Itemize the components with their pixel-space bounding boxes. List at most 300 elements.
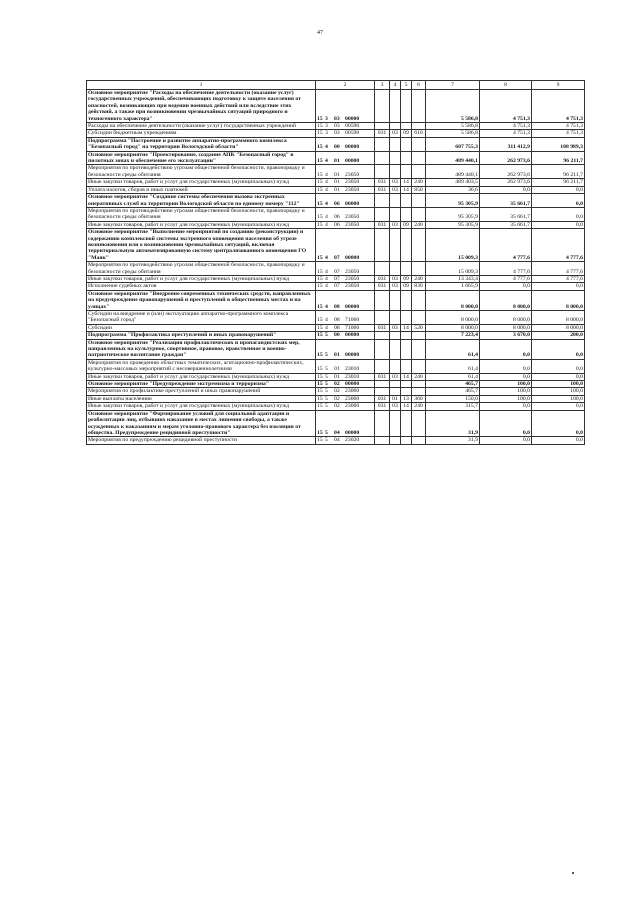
row-name: Подпрограмма "Построение и развитие аппаратно-программного комплекса "Безопасный город" на территории Вологодской области" <box>87 137 316 151</box>
row-subsection: 09 <box>401 221 412 228</box>
code-part: 23050 <box>345 214 360 221</box>
row-admin-code <box>375 359 390 373</box>
row-subsection <box>401 332 412 339</box>
code-part: 23050 <box>345 171 360 178</box>
row-value-col9: 96 211,7 <box>532 165 585 179</box>
code-part: 3 <box>325 130 328 137</box>
code-part: 03 <box>334 115 340 122</box>
row-name: Мероприятия по проведению областных тематических, агитационно-профилактических, культурно-массовых мероприятий с несовершеннолетними <box>87 359 316 373</box>
code-part: 15 <box>317 403 323 410</box>
code-part: 15 <box>317 268 323 275</box>
row-subsection: 14 <box>401 186 412 193</box>
code-part: 15 <box>317 366 323 373</box>
row-value-col9: 4 777,6 <box>532 262 585 276</box>
row-code <box>316 324 375 331</box>
row-section <box>390 137 401 151</box>
table-row <box>87 332 585 339</box>
row-value-col7: 13 343,4 <box>426 275 480 282</box>
code-part: 5 <box>325 395 328 402</box>
code-part: 4 <box>325 254 328 261</box>
row-code <box>316 290 375 310</box>
budget-table <box>86 80 585 445</box>
row-value-col8: 0,0 <box>480 437 532 444</box>
row-value-col7: 5 586,8 <box>426 90 480 123</box>
code-part: 15 <box>317 200 323 207</box>
code-part: 00590 <box>345 130 360 137</box>
row-subsection <box>401 388 412 395</box>
code-part: 08 <box>334 303 340 310</box>
row-subsection: 09 <box>401 283 412 290</box>
row-value-col7: 15 009,3 <box>426 229 480 262</box>
row-value-col9: 0,0 <box>532 373 585 380</box>
code-part: 02 <box>334 381 340 388</box>
row-admin-code <box>375 262 390 276</box>
code-part: 4 <box>325 221 328 228</box>
code-part: 15 <box>317 254 323 261</box>
row-name: Основное мероприятие "Выполнение мероприятий по созданию (реконструкции) и содержанию комплексной системы экстренного оповещения населения об угрозе возникновения или о возникновении чрезвычайных ситуаций, включая территориальную автоматизированную систему централизованного оповещения ГО "Маяк" <box>87 229 316 262</box>
row-section: 03 <box>390 186 401 193</box>
table-row <box>87 165 585 179</box>
col-header: 1 <box>87 81 316 90</box>
row-admin-code <box>375 151 390 165</box>
row-admin-code: 031 <box>375 373 390 380</box>
code-part: 15 <box>317 130 323 137</box>
row-code <box>316 221 375 228</box>
row-admin-code: 031 <box>375 395 390 402</box>
row-subsection <box>401 359 412 373</box>
code-part: 02 <box>334 403 340 410</box>
row-expense-type: 610 <box>412 130 426 137</box>
row-section <box>390 194 401 208</box>
row-value-col9: 0,0 <box>532 194 585 208</box>
scan-mark <box>572 872 574 874</box>
row-expense-type <box>412 388 426 395</box>
code-part: 23010 <box>345 373 360 380</box>
table-row <box>87 395 585 402</box>
table-row <box>87 410 585 437</box>
row-name: Уплата налогов, сборов и иных платежей <box>87 186 316 193</box>
code-part: 4 <box>325 144 328 151</box>
row-value-col7: 7 223,4 <box>426 332 480 339</box>
row-code <box>316 359 375 373</box>
row-admin-code: 031 <box>375 179 390 186</box>
code-part: 15 <box>317 373 323 380</box>
row-value-col8: 0,0 <box>480 403 532 410</box>
row-code <box>316 311 375 325</box>
row-value-col7: 489 440,1 <box>426 165 480 179</box>
table-row <box>87 275 585 282</box>
code-part: 15 <box>317 429 323 436</box>
code-part: 00 <box>334 332 340 339</box>
row-value-col7: 15 009,3 <box>426 262 480 276</box>
code-part: 71060 <box>345 317 360 324</box>
row-section <box>390 339 401 359</box>
code-part: 5 <box>325 403 328 410</box>
code-part: 23050 <box>345 283 360 290</box>
row-expense-type: 240 <box>412 403 426 410</box>
row-value-col7: 31,9 <box>426 410 480 437</box>
table-row <box>87 194 585 208</box>
row-section: 03 <box>390 221 401 228</box>
row-value-col7: 5 586,8 <box>426 130 480 137</box>
row-expense-type: 240 <box>412 275 426 282</box>
code-part: 00000 <box>345 200 360 207</box>
row-admin-code <box>375 290 390 310</box>
code-part: 15 <box>317 283 323 290</box>
code-part: 08 <box>334 324 340 331</box>
row-code <box>316 123 375 130</box>
row-value-col9: 8 000,0 <box>532 324 585 331</box>
row-value-col8: 35 661,7 <box>480 207 532 221</box>
row-code <box>316 229 375 262</box>
row-section: 01 <box>390 395 401 402</box>
row-subsection <box>401 311 412 325</box>
row-section <box>390 359 401 373</box>
row-code <box>316 381 375 388</box>
row-expense-type <box>412 410 426 437</box>
row-name: Субсидии бюджетным учреждениям <box>87 130 316 137</box>
row-expense-type <box>412 311 426 325</box>
row-value-col7: 8 000,0 <box>426 311 480 325</box>
row-admin-code <box>375 207 390 221</box>
code-part: 07 <box>334 254 340 261</box>
row-admin-code: 031 <box>375 186 390 193</box>
code-part: 4 <box>325 171 328 178</box>
row-value-col8: 4 777,6 <box>480 262 532 276</box>
col-header: 3 <box>375 81 390 90</box>
row-value-col8: 35 661,7 <box>480 221 532 228</box>
code-part: 4 <box>325 317 328 324</box>
code-part: 15 <box>317 395 323 402</box>
row-value-col8: 100,0 <box>480 381 532 388</box>
code-part: 4 <box>325 158 328 165</box>
code-part: 00000 <box>345 429 360 436</box>
code-part: 06 <box>334 214 340 221</box>
code-part: 5 <box>325 381 328 388</box>
row-section <box>390 388 401 395</box>
row-expense-type <box>412 339 426 359</box>
code-part: 4 <box>325 324 328 331</box>
code-part: 4 <box>325 275 328 282</box>
row-code <box>316 207 375 221</box>
row-admin-code <box>375 388 390 395</box>
code-part: 23060 <box>345 395 360 402</box>
row-expense-type: 830 <box>412 283 426 290</box>
row-value-col9: 8 000,0 <box>532 311 585 325</box>
row-value-col9: 0,0 <box>532 403 585 410</box>
row-section: 03 <box>390 179 401 186</box>
code-part: 15 <box>317 381 323 388</box>
code-part: 15 <box>317 115 323 122</box>
row-value-col8: 0,0 <box>480 339 532 359</box>
code-part: 06 <box>334 221 340 228</box>
row-code <box>316 137 375 151</box>
code-part: 01 <box>334 366 340 373</box>
row-section <box>390 165 401 179</box>
code-part: 15 <box>317 332 323 339</box>
row-value-col9: 0,0 <box>532 410 585 437</box>
row-section <box>390 381 401 388</box>
table-row <box>87 311 585 325</box>
code-part: 00000 <box>345 381 360 388</box>
code-part: 00 <box>334 144 340 151</box>
row-subsection <box>401 339 412 359</box>
row-subsection: 14 <box>401 179 412 186</box>
row-value-col8: 4 777,6 <box>480 275 532 282</box>
row-value-col8: 100,0 <box>480 388 532 395</box>
row-subsection <box>401 381 412 388</box>
row-expense-type: 240 <box>412 373 426 380</box>
row-value-col9: 0,0 <box>532 186 585 193</box>
row-value-col7: 5 586,8 <box>426 123 480 130</box>
row-value-col7: 315,7 <box>426 403 480 410</box>
row-section <box>390 90 401 123</box>
code-part: 02 <box>334 395 340 402</box>
row-admin-code: 031 <box>375 283 390 290</box>
code-part: 15 <box>317 388 323 395</box>
row-value-col8: 8 000,0 <box>480 324 532 331</box>
code-part: 5 <box>325 366 328 373</box>
code-part: 15 <box>317 144 323 151</box>
row-admin-code <box>375 381 390 388</box>
row-subsection <box>401 137 412 151</box>
code-part: 04 <box>334 437 340 444</box>
code-part: 5 <box>325 373 328 380</box>
row-value-col7: 8 000,0 <box>426 324 480 331</box>
row-value-col8: 35 661,7 <box>480 194 532 208</box>
code-part: 23050 <box>345 275 360 282</box>
row-subsection <box>401 290 412 310</box>
row-admin-code: 031 <box>375 275 390 282</box>
row-value-col7: 95 305,9 <box>426 194 480 208</box>
col-header: 8 <box>480 81 532 90</box>
row-code <box>316 186 375 193</box>
row-subsection <box>401 207 412 221</box>
row-value-col7: 489 403,5 <box>426 179 480 186</box>
row-subsection: 09 <box>401 275 412 282</box>
code-part: 4 <box>325 268 328 275</box>
row-name: Основное мероприятие "Проектирование, создание АПК "Безопасный город" в пилотных зонах и обеспечение его эксплуатации" <box>87 151 316 165</box>
table-row <box>87 186 585 193</box>
table-row <box>87 221 585 228</box>
row-value-col7: 61,4 <box>426 359 480 373</box>
code-part: 4 <box>325 200 328 207</box>
row-subsection <box>401 437 412 444</box>
col-header: 9 <box>532 81 585 90</box>
code-part: 15 <box>317 303 323 310</box>
row-value-col9: 0,0 <box>532 437 585 444</box>
row-name: Расходы на обеспечение деятельности (оказание услуг) государственных учреждений <box>87 123 316 130</box>
row-code <box>316 283 375 290</box>
code-part: 23060 <box>345 388 360 395</box>
row-value-col9: 4 751,3 <box>532 90 585 123</box>
row-value-col8: 0,0 <box>480 410 532 437</box>
row-section: 03 <box>390 403 401 410</box>
code-part: 4 <box>325 179 328 186</box>
row-value-col8: 4 751,3 <box>480 123 532 130</box>
row-value-col9: 0,0 <box>532 359 585 373</box>
row-value-col7: 465,7 <box>426 388 480 395</box>
row-subsection: 14 <box>401 324 412 331</box>
code-part: 07 <box>334 275 340 282</box>
row-subsection: 14 <box>401 403 412 410</box>
row-value-col7: 489 440,1 <box>426 151 480 165</box>
row-admin-code <box>375 332 390 339</box>
row-value-col9: 100,0 <box>532 381 585 388</box>
code-part: 5 <box>325 388 328 395</box>
table-row <box>87 137 585 151</box>
header-row <box>87 81 585 90</box>
row-section: 03 <box>390 275 401 282</box>
row-value-col7: 95 305,9 <box>426 221 480 228</box>
row-admin-code <box>375 90 390 123</box>
table-row <box>87 283 585 290</box>
code-part: 00590 <box>345 123 360 130</box>
row-section: 03 <box>390 324 401 331</box>
row-subsection <box>401 262 412 276</box>
code-part: 01 <box>334 186 340 193</box>
code-part: 00000 <box>345 254 360 261</box>
row-value-col7: 95 305,9 <box>426 207 480 221</box>
row-value-col9: 100,0 <box>532 388 585 395</box>
row-admin-code <box>375 229 390 262</box>
row-subsection <box>401 165 412 179</box>
row-value-col8: 0,0 <box>480 359 532 373</box>
row-value-col9: 96 211,7 <box>532 179 585 186</box>
code-part: 4 <box>325 303 328 310</box>
row-name: Основное мероприятие "Предупреждение экстремизма и терроризма" <box>87 381 316 388</box>
code-part: 15 <box>317 179 323 186</box>
table-row <box>87 339 585 359</box>
row-admin-code <box>375 410 390 437</box>
row-expense-type <box>412 359 426 373</box>
row-subsection <box>401 410 412 437</box>
row-value-col8: 4 751,3 <box>480 130 532 137</box>
table-row <box>87 437 585 444</box>
code-part: 71060 <box>345 324 360 331</box>
table-row <box>87 229 585 262</box>
code-part: 03 <box>334 130 340 137</box>
code-part: 15 <box>317 352 323 359</box>
row-section <box>390 207 401 221</box>
row-expense-type <box>412 137 426 151</box>
row-value-col7: 465,7 <box>426 381 480 388</box>
row-name: Мероприятия по предупреждению рецидивной преступности <box>87 437 316 444</box>
row-value-col8: 262 973,6 <box>480 165 532 179</box>
row-value-col8: 0,0 <box>480 186 532 193</box>
row-subsection <box>401 194 412 208</box>
row-section <box>390 123 401 130</box>
code-part: 23050 <box>345 186 360 193</box>
row-expense-type <box>412 332 426 339</box>
row-value-col8: 100,0 <box>480 395 532 402</box>
row-name: Иные выплаты населению <box>87 395 316 402</box>
table-row <box>87 130 585 137</box>
code-part: 02 <box>334 388 340 395</box>
row-value-col8: 0,0 <box>480 373 532 380</box>
row-value-col7: 36,6 <box>426 186 480 193</box>
row-value-col9: 0,0 <box>532 283 585 290</box>
table-row <box>87 151 585 165</box>
code-part: 23020 <box>345 437 360 444</box>
code-part: 15 <box>317 317 323 324</box>
row-code <box>316 395 375 402</box>
row-code <box>316 373 375 380</box>
row-admin-code: 031 <box>375 130 390 137</box>
code-part: 5 <box>325 332 328 339</box>
row-section <box>390 229 401 262</box>
row-expense-type <box>412 207 426 221</box>
row-admin-code <box>375 165 390 179</box>
row-subsection: 14 <box>401 373 412 380</box>
code-part: 07 <box>334 283 340 290</box>
row-value-col9: 4 777,6 <box>532 229 585 262</box>
row-code <box>316 332 375 339</box>
row-name: Основное мероприятие "Расходы на обеспечение деятельности (оказание услуг) государственных учреждений, обеспечивающих подготовку к защите населения от опасностей, возникающих при ведении военных действий или вследствие этих действий, а также при возникновении чрезвычайных ситуаций природного и техногенного характера" <box>87 90 316 123</box>
row-value-col7: 8 000,0 <box>426 290 480 310</box>
table-row <box>87 381 585 388</box>
code-part: 5 <box>325 429 328 436</box>
row-value-col9: 4 751,3 <box>532 130 585 137</box>
row-expense-type: 240 <box>412 179 426 186</box>
row-name: Иные закупки товаров, работ и услуг для государственных (муниципальных) нужд <box>87 403 316 410</box>
code-part: 01 <box>334 352 340 359</box>
row-section <box>390 290 401 310</box>
code-part: 15 <box>317 437 323 444</box>
row-expense-type <box>412 165 426 179</box>
row-value-col7: 61,4 <box>426 373 480 380</box>
row-name: Мероприятия по профилактике преступлений и иных правонарушений <box>87 388 316 395</box>
row-name: Иные закупки товаров, работ и услуг для государственных (муниципальных) нужд <box>87 373 316 380</box>
row-value-col9: 100,0 <box>532 395 585 402</box>
row-code <box>316 339 375 359</box>
row-value-col9: 4 777,6 <box>532 275 585 282</box>
row-expense-type: 850 <box>412 186 426 193</box>
code-part: 03 <box>334 123 340 130</box>
row-expense-type <box>412 151 426 165</box>
row-expense-type <box>412 262 426 276</box>
code-part: 00000 <box>345 332 360 339</box>
code-part: 00000 <box>345 352 360 359</box>
col-header: 6 <box>412 81 426 90</box>
row-section <box>390 262 401 276</box>
code-part: 00000 <box>345 115 360 122</box>
row-name: Иные закупки товаров, работ и услуг для государственных (муниципальных) нужд <box>87 179 316 186</box>
row-subsection <box>401 151 412 165</box>
code-part: 23050 <box>345 221 360 228</box>
col-header: 2 <box>316 81 375 90</box>
code-part: 08 <box>334 317 340 324</box>
row-value-col7: 607 755,3 <box>426 137 480 151</box>
table-row <box>87 388 585 395</box>
row-code <box>316 275 375 282</box>
row-value-col9: 96 211,7 <box>532 151 585 165</box>
table-row <box>87 207 585 221</box>
row-section <box>390 151 401 165</box>
col-header: 4 <box>390 81 401 90</box>
row-expense-type <box>412 290 426 310</box>
row-expense-type: 240 <box>412 221 426 228</box>
col-header: 7 <box>426 81 480 90</box>
row-name: Иные закупки товаров, работ и услуг для государственных (муниципальных) нужд <box>87 221 316 228</box>
row-code <box>316 130 375 137</box>
row-expense-type <box>412 437 426 444</box>
row-admin-code <box>375 194 390 208</box>
row-value-col9: 0,0 <box>532 207 585 221</box>
code-part: 00000 <box>345 158 360 165</box>
row-value-col8: 4 777,6 <box>480 229 532 262</box>
row-value-col8: 262 973,6 <box>480 179 532 186</box>
